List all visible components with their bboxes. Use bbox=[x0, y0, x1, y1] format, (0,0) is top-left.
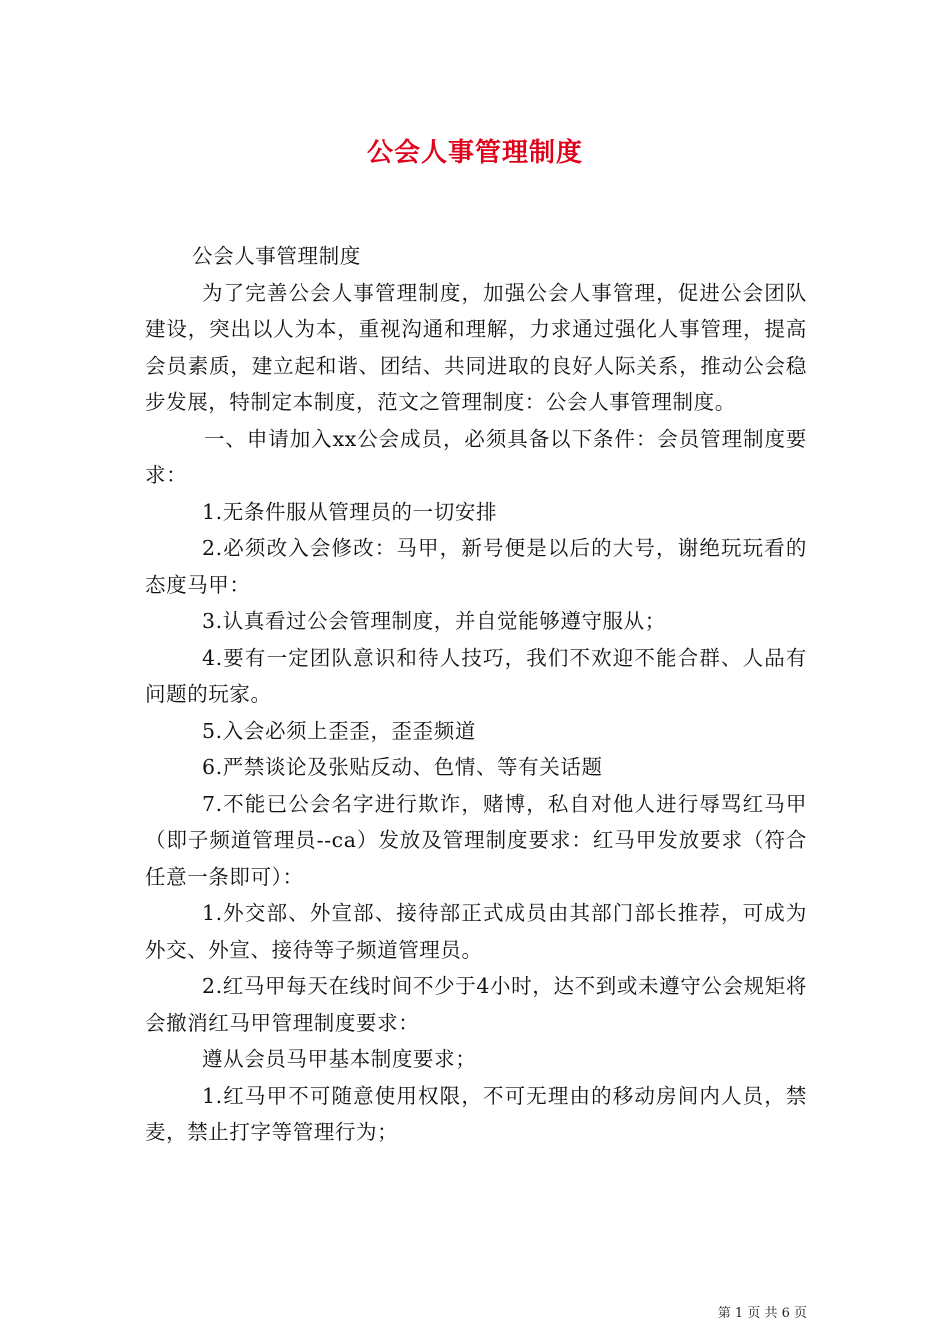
paragraph-item: 2.红马甲每天在线时间不少于4小时，达不到或未遵守公会规矩将会撤消红马甲管理制度要求： bbox=[145, 974, 807, 1035]
paragraph-section-1: 一、申请加入xx公会成员，必须具备以下条件：会员管理制度要求： bbox=[145, 426, 807, 487]
document-body bbox=[145, 238, 807, 1151]
paragraph-item: 1.红马甲不可随意使用权限，不可无理由的移动房间内人员，禁麦，禁止打字等管理行为； bbox=[145, 1083, 807, 1144]
page-number: 第 1 页 共 6 页 bbox=[717, 1306, 807, 1321]
paragraph-heading: 公会人事管理制度 bbox=[192, 244, 361, 268]
paragraph-item: 1.无条件服从管理员的一切安排 bbox=[202, 499, 498, 524]
paragraph-item: 3.认真看过公会管理制度，并自觉能够遵守服从； bbox=[202, 609, 666, 633]
paragraph-subheading: 遵从会员马甲基本制度要求； bbox=[202, 1047, 477, 1071]
paragraph-item: 2.必须改入会修改：马甲，新号便是以后的大号，谢绝玩玩看的态度马甲： bbox=[145, 536, 807, 597]
paragraph-item: 7.不能已公会名字进行欺诈，赌博，私自对他人进行辱骂红马甲（即子频道管理员--ca）发放及管理制度要求：红马甲发放要求（符合任意一条即可）： bbox=[145, 791, 807, 889]
paragraph-intro: 为了完善公会人事管理制度，加强公会人事管理，促进公会团队建设，突出以人为本，重视沟通和理解，力求通过强化人事管理，提高会员素质，建立起和谐、团结、共同进取的良好人际关系，推动公会稳步发展，特制定本制度，范文之管理制度：公会人事管理制度。 bbox=[145, 280, 807, 414]
paragraph-item: 5.入会必须上歪歪，歪歪频道 bbox=[202, 718, 476, 743]
document-title: 公会人事管理制度 bbox=[366, 138, 583, 168]
paragraph-item: 4.要有一定团队意识和待人技巧，我们不欢迎不能合群、人品有问题的玩家。 bbox=[145, 645, 807, 706]
paragraph-item: 6.严禁谈论及张贴反动、色情、等有关话题 bbox=[202, 755, 603, 779]
paragraph-item: 1.外交部、外宣部、接待部正式成员由其部门部长推荐，可成为外交、外宣、接待等子频道管理员。 bbox=[145, 901, 807, 962]
